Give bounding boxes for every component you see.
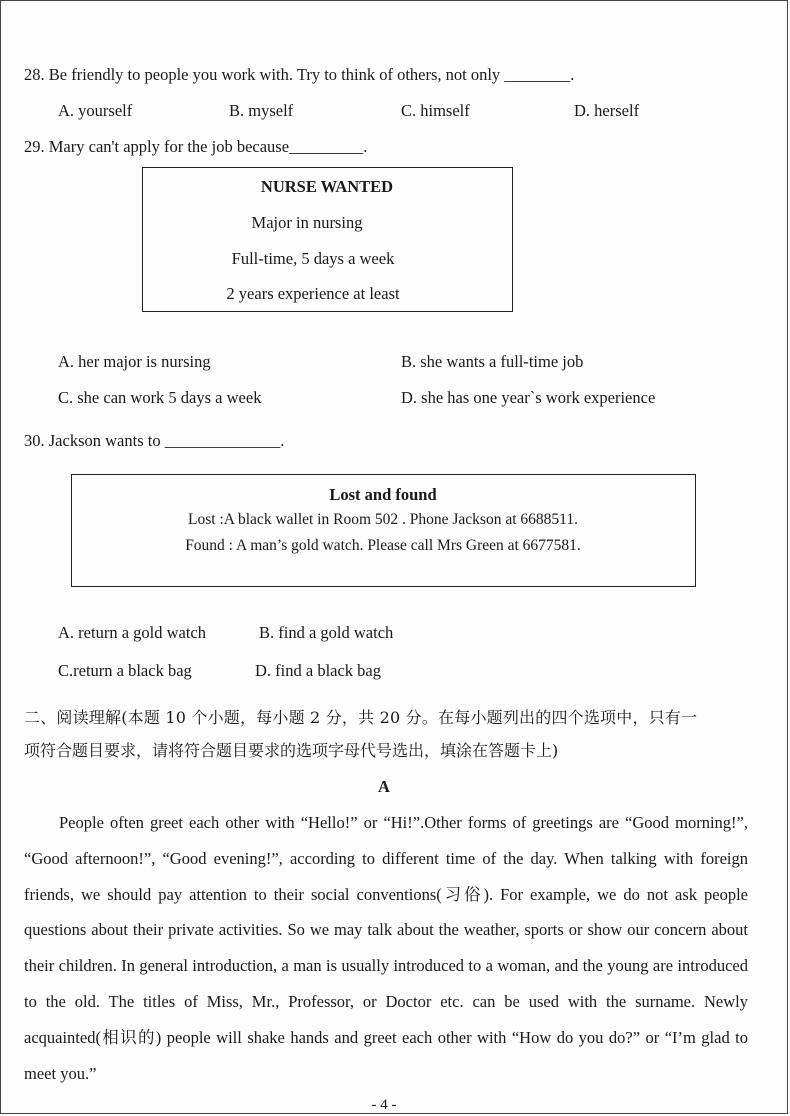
q28-option-c[interactable]: C. himself: [401, 101, 470, 120]
q29-option-b[interactable]: B. she wants a full-time job: [401, 352, 584, 371]
nurse-ad-line-2: Full-time, 5 days a week: [231, 249, 395, 268]
nurse-ad-line-3: 2 years experience at least: [226, 284, 400, 303]
section2-heading-line-1: 二、阅读理解(本题 10 个小题，每小题 2 分，共 20 分。在每小题列出的四个选项中，只有一: [24, 708, 698, 727]
q30-stem: 30. Jackson wants to ______________.: [24, 431, 285, 450]
q28-stem: 28. Be friendly to people you work with. Try to think of others, not only ________.: [24, 65, 575, 84]
passage-text: People often greet each other with “Hello!” or “Hi!”.Other forms of greetings are “Good morning!”, “Good afternoon!”, “Good evening!”, according to different time of the day. When talking with foreign friends, we should pay attention to their social conventions(习俗). For example, we do not ask people questions about their private activities. So we may talk about the weather, sports or show our concern about their children. In general introduction, a man is usually introduced to a woman, and the young are introduced to the old. The titles of Miss, Mr., Professor, or Doctor etc. can be used with the surname. Newly acquainted(相识的) people will shake hands and greet each other with “How do you do?” or “I’m glad to meet you.”: [24, 813, 748, 1083]
q30-option-c[interactable]: C.return a black bag: [58, 661, 192, 680]
nurse-ad-line-1: Major in nursing: [251, 213, 363, 232]
passage-label: A: [378, 777, 390, 796]
page-number: - 4 -: [371, 1097, 397, 1113]
reading-passage: [24, 805, 748, 1091]
q28-option-d[interactable]: D. herself: [574, 101, 640, 120]
nurse-ad-box: [142, 167, 513, 312]
q29-option-d[interactable]: D. she has one year`s work experience: [401, 388, 656, 407]
q28-option-a[interactable]: A. yourself: [58, 101, 133, 120]
section2-heading-line-2: 项符合题目要求，请将符合题目要求的选项字母代号选出，填涂在答题卡上): [24, 741, 559, 760]
lost-found-line-2: Found : A man’s gold watch. Please call Mrs Green at 6677581.: [185, 537, 581, 554]
nurse-ad-title: NURSE WANTED: [260, 177, 394, 196]
q28-option-b[interactable]: B. myself: [229, 101, 294, 120]
q29-option-a[interactable]: A. her major is nursing: [58, 352, 211, 371]
q29-option-c[interactable]: C. she can work 5 days a week: [58, 388, 262, 407]
q30-option-d[interactable]: D. find a black bag: [255, 661, 381, 680]
q29-stem: 29. Mary can't apply for the job because_________.: [24, 137, 368, 156]
lost-found-title: Lost and found: [329, 485, 437, 504]
q30-option-b[interactable]: B. find a gold watch: [259, 623, 394, 642]
lost-found-box: [71, 474, 696, 587]
lost-found-line-1: Lost :A black wallet in Room 502 . Phone Jackson at 6688511.: [188, 511, 578, 528]
q30-option-a[interactable]: A. return a gold watch: [58, 623, 206, 642]
